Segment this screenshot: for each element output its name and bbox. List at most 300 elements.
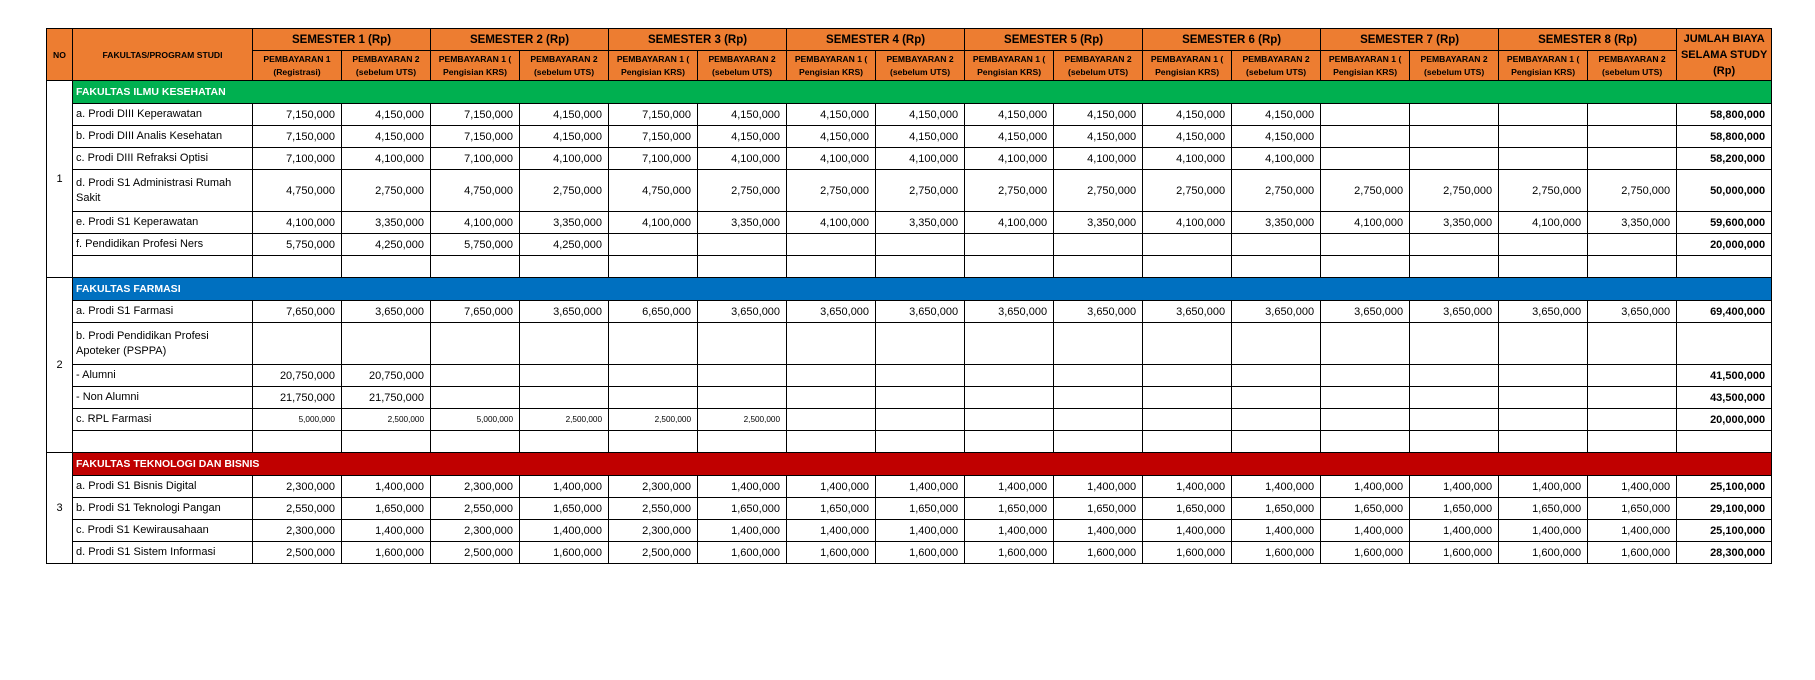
semester-3-payment-2-cell: 4,150,000	[698, 126, 787, 148]
semester-4-payment-2-cell: 1,400,000	[876, 476, 965, 498]
semester-7-payment-2-cell	[1410, 409, 1499, 431]
table-row	[47, 409, 1772, 431]
semester-4-payment-2-cell: 1,400,000	[876, 520, 965, 542]
semester-3-payment-2-cell	[698, 431, 787, 453]
semester-5-payment-1-cell: 2,750,000	[965, 170, 1054, 212]
semester-5-payment-2-cell: 2,750,000	[1054, 170, 1143, 212]
semester-3-payment-1-cell: 4,100,000	[609, 212, 698, 234]
semester-5-payment-2-cell	[1054, 431, 1143, 453]
header-semester-7-payment-2: PEMBAYARAN 2 (sebelum UTS)	[1410, 51, 1499, 81]
semester-3-payment-1-cell	[609, 234, 698, 256]
semester-4-payment-2-cell	[876, 323, 965, 365]
faculty-name: FAKULTAS ILMU KESEHATAN	[73, 81, 1772, 104]
faculty-row	[47, 81, 1772, 104]
semester-4-payment-1-cell: 1,400,000	[787, 520, 876, 542]
semester-7-payment-2-cell: 2,750,000	[1410, 170, 1499, 212]
semester-4-payment-2-cell	[876, 234, 965, 256]
semester-5-payment-2-cell	[1054, 256, 1143, 278]
semester-3-payment-1-cell	[609, 323, 698, 365]
semester-8-payment-1-cell	[1499, 409, 1588, 431]
semester-6-payment-2-cell	[1232, 234, 1321, 256]
program-name: a. Prodi DIII Keperawatan	[73, 104, 253, 126]
header-semester-7: SEMESTER 7 (Rp)	[1321, 29, 1499, 51]
semester-6-payment-2-cell: 4,150,000	[1232, 126, 1321, 148]
semester-4-payment-1-cell: 1,600,000	[787, 542, 876, 564]
semester-1-payment-1-cell	[253, 431, 342, 453]
semester-2-payment-1-cell: 7,150,000	[431, 126, 520, 148]
semester-8-payment-1-cell	[1499, 104, 1588, 126]
semester-4-payment-1-cell	[787, 431, 876, 453]
header-semester-1: SEMESTER 1 (Rp)	[253, 29, 431, 51]
semester-4-payment-1-cell: 4,100,000	[787, 148, 876, 170]
semester-4-payment-2-cell: 3,350,000	[876, 212, 965, 234]
semester-4-payment-2-cell	[876, 387, 965, 409]
semester-1-payment-1-cell: 7,150,000	[253, 104, 342, 126]
faculty-row	[47, 453, 1772, 476]
program-name: b. Prodi DIII Analis Kesehatan	[73, 126, 253, 148]
semester-4-payment-1-cell: 2,750,000	[787, 170, 876, 212]
semester-8-payment-1-cell	[1499, 148, 1588, 170]
semester-4-payment-1-cell	[787, 387, 876, 409]
semester-8-payment-2-cell: 1,650,000	[1588, 498, 1677, 520]
semester-8-payment-2-cell: 1,400,000	[1588, 520, 1677, 542]
semester-4-payment-2-cell: 4,100,000	[876, 148, 965, 170]
semester-2-payment-2-cell	[520, 256, 609, 278]
program-name: b. Prodi S1 Teknologi Pangan	[73, 498, 253, 520]
semester-3-payment-1-cell: 6,650,000	[609, 301, 698, 323]
semester-2-payment-2-cell	[520, 323, 609, 365]
semester-6-payment-2-cell: 3,350,000	[1232, 212, 1321, 234]
total-cell: 43,500,000	[1677, 387, 1772, 409]
semester-6-payment-1-cell: 1,650,000	[1143, 498, 1232, 520]
semester-4-payment-1-cell	[787, 234, 876, 256]
faculty-number: 2	[47, 278, 73, 453]
total-cell: 58,800,000	[1677, 126, 1772, 148]
program-name: c. RPL Farmasi	[73, 409, 253, 431]
semester-7-payment-2-cell	[1410, 387, 1499, 409]
semester-1-payment-2-cell: 4,100,000	[342, 148, 431, 170]
semester-8-payment-2-cell	[1588, 409, 1677, 431]
semester-3-payment-2-cell: 3,350,000	[698, 212, 787, 234]
semester-4-payment-2-cell: 4,150,000	[876, 126, 965, 148]
header-semester-8-payment-1: PEMBAYARAN 1 ( Pengisian KRS)	[1499, 51, 1588, 81]
semester-4-payment-1-cell	[787, 256, 876, 278]
semester-1-payment-1-cell: 2,300,000	[253, 476, 342, 498]
semester-6-payment-2-cell: 4,150,000	[1232, 104, 1321, 126]
semester-5-payment-1-cell: 1,600,000	[965, 542, 1054, 564]
semester-6-payment-2-cell: 1,400,000	[1232, 476, 1321, 498]
semester-6-payment-2-cell: 1,650,000	[1232, 498, 1321, 520]
program-name: c. Prodi DIII Refraksi Optisi	[73, 148, 253, 170]
semester-6-payment-1-cell	[1143, 409, 1232, 431]
header-semester-2: SEMESTER 2 (Rp)	[431, 29, 609, 51]
program-name: a. Prodi S1 Farmasi	[73, 301, 253, 323]
semester-3-payment-2-cell	[698, 323, 787, 365]
semester-6-payment-1-cell: 3,650,000	[1143, 301, 1232, 323]
semester-2-payment-2-cell: 2,750,000	[520, 170, 609, 212]
header-semester-2-payment-2: PEMBAYARAN 2 (sebelum UTS)	[520, 51, 609, 81]
semester-7-payment-1-cell	[1321, 234, 1410, 256]
semester-7-payment-2-cell	[1410, 256, 1499, 278]
semester-8-payment-1-cell	[1499, 431, 1588, 453]
semester-1-payment-2-cell: 2,750,000	[342, 170, 431, 212]
semester-6-payment-2-cell	[1232, 409, 1321, 431]
total-cell	[1677, 431, 1772, 453]
semester-7-payment-2-cell	[1410, 234, 1499, 256]
semester-5-payment-2-cell: 4,150,000	[1054, 126, 1143, 148]
program-name: - Alumni	[73, 365, 253, 387]
semester-6-payment-2-cell	[1232, 387, 1321, 409]
total-cell: 69,400,000	[1677, 301, 1772, 323]
semester-8-payment-1-cell: 2,750,000	[1499, 170, 1588, 212]
program-name	[73, 431, 253, 453]
table-row	[47, 520, 1772, 542]
semester-7-payment-1-cell	[1321, 409, 1410, 431]
header-semester-5: SEMESTER 5 (Rp)	[965, 29, 1143, 51]
semester-7-payment-2-cell: 3,650,000	[1410, 301, 1499, 323]
semester-7-payment-1-cell: 2,750,000	[1321, 170, 1410, 212]
semester-3-payment-2-cell: 1,400,000	[698, 476, 787, 498]
table-row	[47, 170, 1772, 212]
semester-6-payment-1-cell	[1143, 234, 1232, 256]
semester-7-payment-1-cell	[1321, 104, 1410, 126]
table-row	[47, 256, 1772, 278]
semester-1-payment-2-cell: 4,150,000	[342, 104, 431, 126]
semester-8-payment-1-cell	[1499, 323, 1588, 365]
semester-1-payment-1-cell: 2,550,000	[253, 498, 342, 520]
semester-1-payment-1-cell: 4,750,000	[253, 170, 342, 212]
semester-4-payment-1-cell: 1,400,000	[787, 476, 876, 498]
semester-7-payment-1-cell: 1,400,000	[1321, 476, 1410, 498]
semester-2-payment-2-cell: 1,400,000	[520, 476, 609, 498]
header-row-payments	[47, 51, 1772, 81]
semester-5-payment-2-cell: 3,350,000	[1054, 212, 1143, 234]
semester-4-payment-1-cell	[787, 409, 876, 431]
semester-7-payment-1-cell	[1321, 323, 1410, 365]
header-semester-7-payment-1: PEMBAYARAN 1 ( Pengisian KRS)	[1321, 51, 1410, 81]
total-cell: 28,300,000	[1677, 542, 1772, 564]
semester-1-payment-2-cell: 1,600,000	[342, 542, 431, 564]
semester-5-payment-2-cell: 1,400,000	[1054, 520, 1143, 542]
semester-6-payment-2-cell: 1,600,000	[1232, 542, 1321, 564]
total-cell: 59,600,000	[1677, 212, 1772, 234]
semester-5-payment-1-cell: 1,650,000	[965, 498, 1054, 520]
semester-8-payment-1-cell	[1499, 126, 1588, 148]
semester-5-payment-1-cell	[965, 387, 1054, 409]
semester-5-payment-1-cell: 4,100,000	[965, 212, 1054, 234]
semester-3-payment-2-cell: 2,750,000	[698, 170, 787, 212]
semester-5-payment-2-cell	[1054, 365, 1143, 387]
semester-3-payment-1-cell	[609, 431, 698, 453]
semester-2-payment-2-cell: 4,150,000	[520, 104, 609, 126]
semester-7-payment-2-cell	[1410, 431, 1499, 453]
semester-7-payment-2-cell	[1410, 323, 1499, 365]
fee-table	[46, 28, 1772, 564]
semester-3-payment-1-cell	[609, 256, 698, 278]
semester-3-payment-2-cell	[698, 365, 787, 387]
semester-8-payment-2-cell	[1588, 104, 1677, 126]
semester-8-payment-1-cell: 3,650,000	[1499, 301, 1588, 323]
semester-3-payment-2-cell: 1,650,000	[698, 498, 787, 520]
semester-1-payment-1-cell: 4,100,000	[253, 212, 342, 234]
program-name: c. Prodi S1 Kewirausahaan	[73, 520, 253, 542]
semester-7-payment-2-cell	[1410, 104, 1499, 126]
semester-1-payment-2-cell	[342, 323, 431, 365]
table-body	[47, 81, 1772, 564]
semester-3-payment-1-cell: 2,550,000	[609, 498, 698, 520]
semester-8-payment-1-cell	[1499, 256, 1588, 278]
semester-8-payment-2-cell: 1,400,000	[1588, 476, 1677, 498]
total-cell	[1677, 323, 1772, 365]
semester-7-payment-1-cell: 1,600,000	[1321, 542, 1410, 564]
faculty-number: 1	[47, 81, 73, 278]
semester-4-payment-2-cell: 3,650,000	[876, 301, 965, 323]
semester-2-payment-1-cell: 4,100,000	[431, 212, 520, 234]
semester-8-payment-2-cell	[1588, 365, 1677, 387]
semester-4-payment-1-cell	[787, 323, 876, 365]
semester-5-payment-1-cell: 3,650,000	[965, 301, 1054, 323]
semester-3-payment-2-cell	[698, 234, 787, 256]
header-semester-6-payment-2: PEMBAYARAN 2 (sebelum UTS)	[1232, 51, 1321, 81]
semester-2-payment-2-cell: 4,100,000	[520, 148, 609, 170]
total-cell: 20,000,000	[1677, 234, 1772, 256]
semester-2-payment-2-cell: 1,600,000	[520, 542, 609, 564]
semester-2-payment-1-cell: 5,000,000	[431, 409, 520, 431]
semester-6-payment-2-cell: 1,400,000	[1232, 520, 1321, 542]
semester-6-payment-1-cell	[1143, 431, 1232, 453]
semester-8-payment-1-cell	[1499, 387, 1588, 409]
semester-2-payment-1-cell	[431, 256, 520, 278]
program-name: f. Pendidikan Profesi Ners	[73, 234, 253, 256]
total-cell: 29,100,000	[1677, 498, 1772, 520]
faculty-number: 3	[47, 453, 73, 564]
semester-3-payment-2-cell: 2,500,000	[698, 409, 787, 431]
total-cell: 25,100,000	[1677, 520, 1772, 542]
semester-6-payment-1-cell: 1,600,000	[1143, 542, 1232, 564]
header-no: NO	[47, 29, 73, 81]
header-semester-3: SEMESTER 3 (Rp)	[609, 29, 787, 51]
semester-5-payment-1-cell	[965, 365, 1054, 387]
semester-6-payment-2-cell	[1232, 256, 1321, 278]
semester-8-payment-2-cell	[1588, 387, 1677, 409]
header-semester-4-payment-1: PEMBAYARAN 1 ( Pengisian KRS)	[787, 51, 876, 81]
semester-8-payment-2-cell: 1,600,000	[1588, 542, 1677, 564]
header-semester-1-payment-1: PEMBAYARAN 1 (Registrasi)	[253, 51, 342, 81]
header-semester-8-payment-2: PEMBAYARAN 2 (sebelum UTS)	[1588, 51, 1677, 81]
semester-8-payment-2-cell	[1588, 323, 1677, 365]
semester-3-payment-2-cell: 1,400,000	[698, 520, 787, 542]
program-name: d. Prodi S1 Sistem Informasi	[73, 542, 253, 564]
faculty-name: FAKULTAS TEKNOLOGI DAN BISNIS	[73, 453, 1772, 476]
semester-5-payment-1-cell	[965, 256, 1054, 278]
semester-8-payment-2-cell	[1588, 126, 1677, 148]
semester-8-payment-1-cell: 1,650,000	[1499, 498, 1588, 520]
program-name: b. Prodi Pendidikan Profesi Apoteker (PSPPA)	[73, 323, 253, 365]
semester-4-payment-2-cell	[876, 365, 965, 387]
program-name	[73, 256, 253, 278]
table-row	[47, 323, 1772, 365]
header-semester-5-payment-1: PEMBAYARAN 1 ( Pengisian KRS)	[965, 51, 1054, 81]
semester-4-payment-1-cell: 4,150,000	[787, 126, 876, 148]
semester-6-payment-2-cell: 4,100,000	[1232, 148, 1321, 170]
header-program: FAKULTAS/PROGRAM STUDI	[73, 29, 253, 81]
semester-3-payment-1-cell: 7,150,000	[609, 104, 698, 126]
table-row	[47, 476, 1772, 498]
semester-1-payment-2-cell: 1,400,000	[342, 520, 431, 542]
semester-4-payment-2-cell: 1,650,000	[876, 498, 965, 520]
semester-7-payment-1-cell	[1321, 365, 1410, 387]
table-row	[47, 104, 1772, 126]
semester-2-payment-1-cell: 2,550,000	[431, 498, 520, 520]
semester-3-payment-2-cell: 1,600,000	[698, 542, 787, 564]
semester-5-payment-1-cell	[965, 234, 1054, 256]
semester-1-payment-2-cell: 3,350,000	[342, 212, 431, 234]
semester-1-payment-1-cell	[253, 256, 342, 278]
header-total: JUMLAH BIAYA SELAMA STUDY (Rp)	[1677, 29, 1772, 81]
semester-5-payment-1-cell: 4,150,000	[965, 126, 1054, 148]
semester-8-payment-1-cell: 1,400,000	[1499, 520, 1588, 542]
semester-1-payment-2-cell: 2,500,000	[342, 409, 431, 431]
semester-7-payment-1-cell: 1,650,000	[1321, 498, 1410, 520]
table-row	[47, 542, 1772, 564]
semester-2-payment-2-cell	[520, 431, 609, 453]
semester-5-payment-1-cell: 1,400,000	[965, 520, 1054, 542]
semester-2-payment-2-cell: 2,500,000	[520, 409, 609, 431]
semester-2-payment-2-cell	[520, 365, 609, 387]
header-semester-6: SEMESTER 6 (Rp)	[1143, 29, 1321, 51]
semester-2-payment-1-cell: 2,500,000	[431, 542, 520, 564]
semester-3-payment-1-cell	[609, 365, 698, 387]
semester-5-payment-1-cell: 4,100,000	[965, 148, 1054, 170]
semester-8-payment-1-cell	[1499, 234, 1588, 256]
header-semester-8: SEMESTER 8 (Rp)	[1499, 29, 1677, 51]
total-cell: 50,000,000	[1677, 170, 1772, 212]
semester-1-payment-1-cell: 7,650,000	[253, 301, 342, 323]
semester-8-payment-1-cell: 1,600,000	[1499, 542, 1588, 564]
semester-7-payment-2-cell	[1410, 148, 1499, 170]
semester-8-payment-2-cell	[1588, 431, 1677, 453]
semester-5-payment-1-cell: 1,400,000	[965, 476, 1054, 498]
semester-5-payment-1-cell: 4,150,000	[965, 104, 1054, 126]
semester-7-payment-1-cell	[1321, 256, 1410, 278]
semester-2-payment-1-cell	[431, 387, 520, 409]
semester-5-payment-2-cell: 4,150,000	[1054, 104, 1143, 126]
semester-1-payment-1-cell: 2,500,000	[253, 542, 342, 564]
semester-7-payment-2-cell: 3,350,000	[1410, 212, 1499, 234]
semester-1-payment-1-cell	[253, 323, 342, 365]
semester-2-payment-1-cell	[431, 365, 520, 387]
semester-6-payment-1-cell: 4,100,000	[1143, 148, 1232, 170]
semester-4-payment-2-cell: 4,150,000	[876, 104, 965, 126]
semester-4-payment-1-cell	[787, 365, 876, 387]
semester-6-payment-1-cell: 1,400,000	[1143, 520, 1232, 542]
semester-6-payment-1-cell	[1143, 256, 1232, 278]
semester-4-payment-2-cell	[876, 409, 965, 431]
total-cell	[1677, 256, 1772, 278]
semester-3-payment-1-cell: 4,750,000	[609, 170, 698, 212]
semester-1-payment-2-cell: 20,750,000	[342, 365, 431, 387]
semester-6-payment-2-cell: 3,650,000	[1232, 301, 1321, 323]
table-header	[47, 29, 1772, 81]
semester-7-payment-1-cell: 4,100,000	[1321, 212, 1410, 234]
semester-8-payment-2-cell	[1588, 256, 1677, 278]
semester-5-payment-2-cell: 3,650,000	[1054, 301, 1143, 323]
semester-2-payment-2-cell: 4,250,000	[520, 234, 609, 256]
table-row	[47, 301, 1772, 323]
semester-1-payment-1-cell: 7,150,000	[253, 126, 342, 148]
semester-4-payment-2-cell	[876, 431, 965, 453]
semester-3-payment-2-cell	[698, 387, 787, 409]
semester-3-payment-1-cell: 2,500,000	[609, 542, 698, 564]
semester-5-payment-2-cell	[1054, 323, 1143, 365]
semester-2-payment-1-cell: 7,150,000	[431, 104, 520, 126]
semester-3-payment-1-cell: 2,500,000	[609, 409, 698, 431]
semester-3-payment-1-cell: 7,100,000	[609, 148, 698, 170]
semester-6-payment-1-cell: 1,400,000	[1143, 476, 1232, 498]
header-semester-5-payment-2: PEMBAYARAN 2 (sebelum UTS)	[1054, 51, 1143, 81]
semester-8-payment-2-cell: 3,650,000	[1588, 301, 1677, 323]
semester-5-payment-2-cell: 1,650,000	[1054, 498, 1143, 520]
semester-2-payment-1-cell: 2,300,000	[431, 476, 520, 498]
semester-1-payment-1-cell: 5,000,000	[253, 409, 342, 431]
semester-7-payment-2-cell: 1,400,000	[1410, 520, 1499, 542]
semester-2-payment-1-cell: 7,100,000	[431, 148, 520, 170]
semester-1-payment-2-cell: 1,400,000	[342, 476, 431, 498]
semester-8-payment-2-cell: 2,750,000	[1588, 170, 1677, 212]
semester-1-payment-2-cell: 21,750,000	[342, 387, 431, 409]
header-semester-1-payment-2: PEMBAYARAN 2 (sebelum UTS)	[342, 51, 431, 81]
semester-2-payment-1-cell	[431, 323, 520, 365]
semester-1-payment-2-cell: 1,650,000	[342, 498, 431, 520]
total-cell: 20,000,000	[1677, 409, 1772, 431]
table-row	[47, 431, 1772, 453]
semester-2-payment-2-cell: 3,650,000	[520, 301, 609, 323]
semester-2-payment-1-cell: 7,650,000	[431, 301, 520, 323]
semester-6-payment-1-cell	[1143, 365, 1232, 387]
semester-1-payment-2-cell: 4,250,000	[342, 234, 431, 256]
total-cell: 58,200,000	[1677, 148, 1772, 170]
semester-6-payment-1-cell: 4,150,000	[1143, 104, 1232, 126]
semester-2-payment-2-cell	[520, 387, 609, 409]
program-name: a. Prodi S1 Bisnis Digital	[73, 476, 253, 498]
semester-7-payment-2-cell: 1,650,000	[1410, 498, 1499, 520]
semester-8-payment-1-cell	[1499, 365, 1588, 387]
header-semester-3-payment-1: PEMBAYARAN 1 ( Pengisian KRS)	[609, 51, 698, 81]
semester-3-payment-1-cell	[609, 387, 698, 409]
semester-1-payment-1-cell: 2,300,000	[253, 520, 342, 542]
semester-6-payment-1-cell	[1143, 323, 1232, 365]
semester-7-payment-1-cell	[1321, 126, 1410, 148]
semester-4-payment-2-cell	[876, 256, 965, 278]
faculty-row	[47, 278, 1772, 301]
semester-5-payment-2-cell	[1054, 234, 1143, 256]
total-cell: 58,800,000	[1677, 104, 1772, 126]
semester-7-payment-2-cell: 1,400,000	[1410, 476, 1499, 498]
semester-6-payment-1-cell: 2,750,000	[1143, 170, 1232, 212]
semester-3-payment-1-cell: 7,150,000	[609, 126, 698, 148]
semester-2-payment-2-cell: 1,650,000	[520, 498, 609, 520]
semester-6-payment-2-cell	[1232, 323, 1321, 365]
total-cell: 25,100,000	[1677, 476, 1772, 498]
semester-7-payment-1-cell	[1321, 148, 1410, 170]
semester-7-payment-1-cell: 1,400,000	[1321, 520, 1410, 542]
semester-4-payment-1-cell: 3,650,000	[787, 301, 876, 323]
semester-7-payment-2-cell	[1410, 126, 1499, 148]
semester-4-payment-2-cell: 1,600,000	[876, 542, 965, 564]
semester-6-payment-2-cell: 2,750,000	[1232, 170, 1321, 212]
semester-2-payment-2-cell: 4,150,000	[520, 126, 609, 148]
semester-5-payment-2-cell	[1054, 409, 1143, 431]
